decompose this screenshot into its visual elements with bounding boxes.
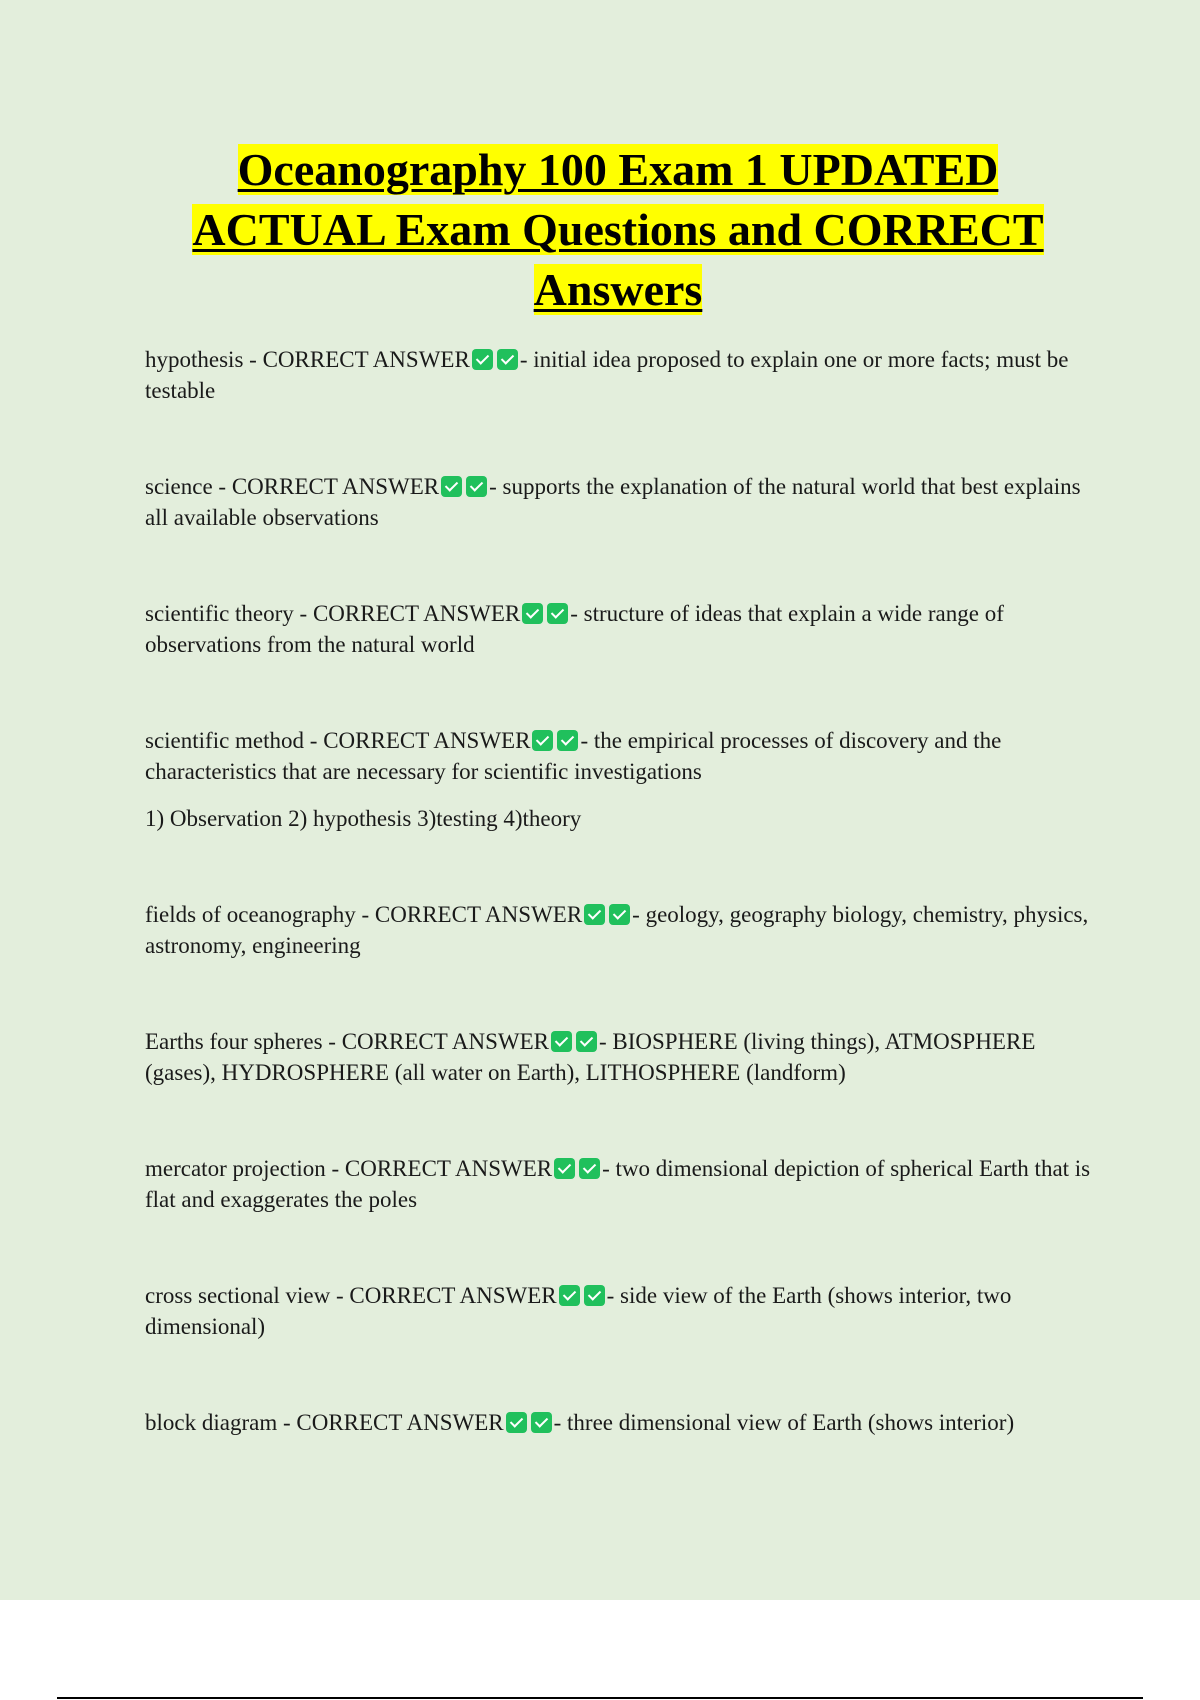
entry-term: fields of oceanography - bbox=[145, 902, 375, 927]
check-mark-icon bbox=[551, 1031, 572, 1052]
entry-scientific-theory bbox=[145, 598, 1105, 660]
answer-marker: CORRECT ANSWER bbox=[312, 601, 521, 626]
entry-cross-sectional-view bbox=[145, 1280, 1105, 1342]
entry-definition: - initial idea proposed to explain one or more facts; must be testable bbox=[145, 347, 1069, 403]
entry-term: science - bbox=[145, 474, 232, 499]
check-mark-icon bbox=[584, 1285, 605, 1306]
entry-definition: - three dimensional view of Earth (shows interior) bbox=[553, 1410, 1015, 1435]
check-mark-icon bbox=[557, 730, 578, 751]
answer-marker: CORRECT ANSWER bbox=[262, 347, 470, 372]
check-mark-icon bbox=[497, 349, 518, 370]
entry-block-diagram bbox=[145, 1407, 1105, 1438]
check-mark-icon bbox=[579, 1158, 600, 1179]
entry-scientific-method bbox=[145, 725, 1105, 787]
entry-definition: - the empirical processes of discovery and the characteristics that are necessary for scientific investigations bbox=[145, 728, 1002, 784]
check-mark-icon bbox=[559, 1285, 580, 1306]
check-mark-icon bbox=[576, 1031, 597, 1052]
title-line-1: Oceanography 100 Exam 1 UPDATED bbox=[237, 144, 999, 195]
title-line-2: ACTUAL Exam Questions and CORRECT bbox=[192, 204, 1044, 255]
entry-fields-of-oceanography bbox=[145, 899, 1105, 961]
check-mark-icon bbox=[547, 603, 568, 624]
check-mark-icon bbox=[584, 904, 605, 925]
check-mark-icon bbox=[472, 349, 493, 370]
answer-marker: CORRECT ANSWER bbox=[344, 1156, 553, 1181]
entry-earths-four-spheres bbox=[145, 1026, 1105, 1088]
entry-definition: - side view of the Earth (shows interior, two dimensional) bbox=[145, 1283, 1012, 1339]
check-mark-icon bbox=[441, 476, 462, 497]
answer-marker: CORRECT ANSWER bbox=[231, 474, 440, 499]
entry-term: mercator projection - bbox=[145, 1156, 345, 1181]
answer-marker: CORRECT ANSWER bbox=[374, 902, 583, 927]
entry-term: scientific method - bbox=[145, 728, 324, 753]
footer-divider bbox=[57, 1697, 1143, 1699]
check-mark-icon bbox=[506, 1412, 527, 1433]
scientific-method-steps: 1) Observation 2) hypothesis 3)testing 4)theory bbox=[145, 806, 582, 831]
check-mark-icon bbox=[609, 904, 630, 925]
entry-definition: - two dimensional depiction of spherical Earth that is flat and exaggerates the poles bbox=[145, 1156, 1091, 1212]
check-mark-icon bbox=[466, 476, 487, 497]
entry-term: block diagram - bbox=[145, 1410, 297, 1435]
check-mark-icon bbox=[531, 1412, 552, 1433]
entry-term: Earths four spheres - bbox=[145, 1029, 342, 1054]
entry-hypothesis bbox=[145, 344, 1105, 406]
answer-marker: CORRECT ANSWER bbox=[349, 1283, 557, 1308]
document-title bbox=[110, 140, 1126, 320]
entry-mercator-projection bbox=[145, 1153, 1105, 1215]
answer-marker: CORRECT ANSWER bbox=[296, 1410, 504, 1435]
check-mark-icon bbox=[522, 603, 543, 624]
title-line-3: Answers bbox=[533, 264, 703, 315]
entry-definition: - BIOSPHERE (living things), ATMOSPHERE (gases), HYDROSPHERE (all water on Earth), LITHOSPHERE (landform) bbox=[145, 1029, 1036, 1085]
entry-term: cross sectional view - bbox=[145, 1283, 350, 1308]
answer-marker: CORRECT ANSWER bbox=[341, 1029, 549, 1054]
check-mark-icon bbox=[554, 1158, 575, 1179]
entry-definition: - geology, geography biology, chemistry, physics, astronomy, engineering bbox=[145, 902, 1089, 958]
answer-marker: CORRECT ANSWER bbox=[323, 728, 531, 753]
entry-term: hypothesis - bbox=[145, 347, 263, 372]
entry-term: scientific theory - bbox=[145, 601, 313, 626]
entry-definition: - supports the explanation of the natural world that best explains all available observations bbox=[145, 474, 1081, 530]
entry-science bbox=[145, 471, 1105, 533]
check-mark-icon bbox=[532, 730, 553, 751]
entry-definition: - structure of ideas that explain a wide range of observations from the natural world bbox=[145, 601, 1004, 657]
